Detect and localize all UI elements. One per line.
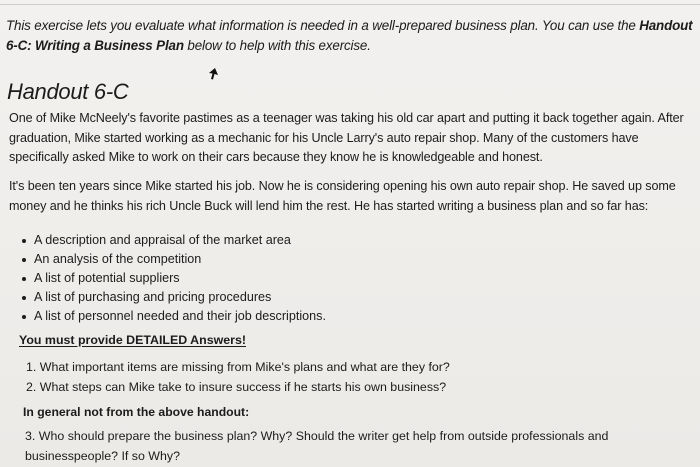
list-item: A list of purchasing and pricing procedures (22, 288, 326, 307)
list-item: An analysis of the competition (22, 250, 326, 269)
list-item: A list of potential suppliers (22, 269, 326, 288)
list-item: A list of personnel needed and their job descriptions. (22, 307, 326, 326)
top-divider (0, 4, 700, 5)
question-3: 3. Who should prepare the business plan? Why? Should the writer get help from outside professionals and businesspeople? If so Why? (25, 429, 609, 463)
intro-text-before: This exercise lets you evaluate what information is needed in a well-prepared business plan. You can use the (6, 18, 640, 33)
question-item: 1. What important items are missing from Mike's plans and what are they for? (26, 360, 450, 374)
general-heading: In general not from the above handout: (23, 405, 250, 419)
questions-list (26, 358, 450, 397)
handout-paragraph-2: It's been ten years since Mike started his job. Now he is considering opening his own auto repair shop. He saved up some money and he thinks his rich Uncle Buck will lend him the rest. He has started writing a business plan and so far has: (9, 179, 676, 213)
mouse-pointer-icon (206, 67, 220, 83)
must-provide-heading: You must provide DETAILED Answers! (19, 333, 246, 347)
handout-reference: Handout 6-C: Writing a Business Plan (6, 18, 693, 53)
intro-paragraph (6, 16, 694, 56)
handout-paragraph-1: One of Mike McNeely's favorite pastimes as a teenager was taking his old car apart and putting it back together again. After graduation, Mike started working as a mechanic for his Uncle Larry's auto repair shop. Many of the customers have specifically asked Mike to work on their cars because they know he is knowledgeable and honest. (9, 111, 684, 164)
list-item: A description and appraisal of the market area (22, 231, 326, 250)
business-plan-items-list (22, 231, 326, 326)
handout-title: Handout 6-C (7, 79, 129, 104)
question-item: 2. What steps can Mike take to insure success if he starts his own business? (26, 379, 447, 394)
intro-text-after: below to help with this exercise. (183, 38, 371, 53)
